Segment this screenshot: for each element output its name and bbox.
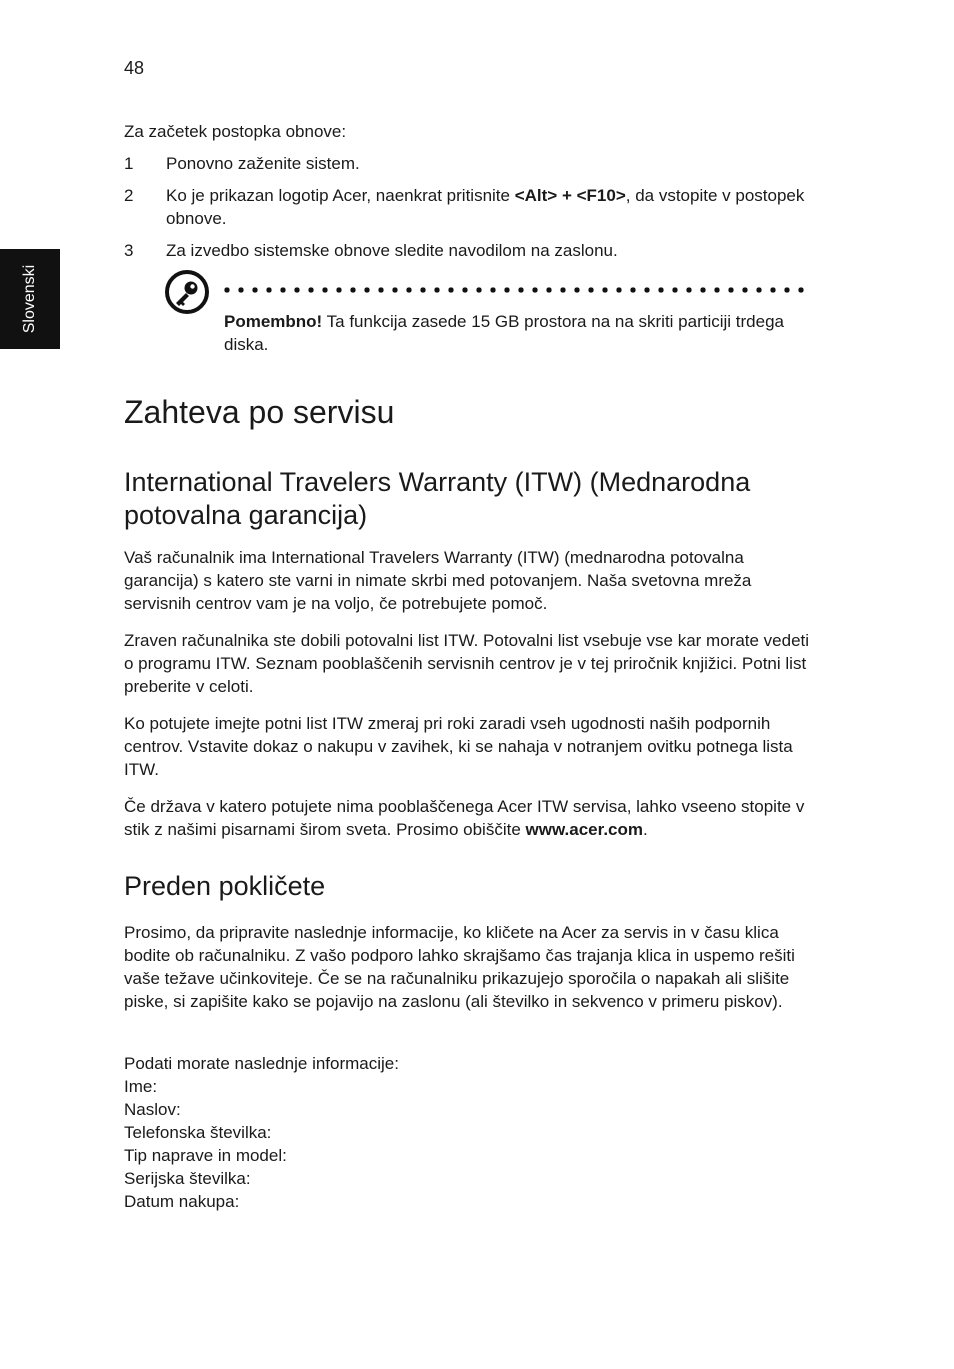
required-info-list — [124, 1052, 399, 1213]
paragraph-text: Če država v katero potujete nima pooblaščenega Acer ITW servisa, lahko vseeno stopite v stik z našimi pisarnami širom sveta. Prosimo obiščite — [124, 797, 805, 839]
note-text — [224, 310, 804, 356]
step-text-part: Ko je prikazan logotip Acer, naenkrat pritisnite — [166, 186, 515, 205]
list-item: Tip naprave in model: — [124, 1146, 287, 1165]
list-intro: Podati morate naslednje informacije: — [124, 1054, 399, 1073]
step-1 — [124, 152, 814, 175]
step-text: Za izvedbo sistemske obnove sledite navodilom na zaslonu. — [166, 241, 618, 260]
note-body: Ta funkcija zasede 15 GB prostora na na skriti particiji trdega diska. — [224, 312, 784, 354]
step-number: 3 — [124, 241, 134, 260]
list-item: Ime: — [124, 1077, 158, 1096]
language-side-tab — [0, 249, 60, 349]
paragraph: Ko potujete imejte potni list ITW zmeraj pri roki zaradi vseh ugodnosti naših podpornih centrov. Vstavite dokaz o nakupu v zavihek, ki se nahaja v notranjem ovitku potnega lista ITW. — [124, 714, 793, 779]
step-text — [166, 184, 806, 230]
step-number: 1 — [124, 154, 134, 173]
list-item: Datum nakupa: — [124, 1192, 240, 1211]
paragraph: Vaš računalnik ima International Travelers Warranty (ITW) (mednarodna potovalna garancija) s katero ste varni in nimate skrbi med potovanjem. Naša svetovna mreža servisnih centrov vam je na voljo, če potrebujete pomoč. — [124, 548, 752, 613]
important-key-icon — [164, 269, 210, 315]
list-item: Telefonska številka: — [124, 1123, 272, 1142]
step-2 — [124, 184, 814, 230]
step-text: Ponovno zaženite sistem. — [166, 154, 360, 173]
section-heading-itw: International Travelers Warranty (ITW) (Mednarodna potovalna garancija) — [124, 467, 751, 530]
page-title: Zahteva po servisu — [124, 394, 395, 430]
section-heading-before-calling: Preden pokličete — [124, 871, 326, 901]
paragraph — [124, 795, 814, 841]
paragraph: Zraven računalnika ste dobili potovalni list ITW. Potovalni list vsebuje vse kar morate vedeti o programu ITW. Seznam pooblaščenih servisnih centrov je v tej priročnik knjižici. Potni list preberite v celoti. — [124, 631, 810, 696]
note-label: Pomembno! — [224, 312, 323, 331]
list-item: Naslov: — [124, 1100, 181, 1119]
note-divider — [220, 287, 808, 293]
step-text-part: , da vstopite v postopek obnove. — [166, 186, 805, 228]
paragraph-text: . — [643, 820, 648, 839]
list-item: Serijska številka: — [124, 1169, 251, 1188]
acer-website-link[interactable]: www.acer.com — [525, 820, 643, 839]
intro-text: Za začetek postopka obnove: — [124, 122, 347, 141]
step-3 — [124, 239, 814, 262]
language-side-tab-label: Slovenski — [21, 264, 38, 334]
paragraph: Prosimo, da pripravite naslednje informacije, ko kličete na Acer za servis in v času klica bodite ob računalniku. Z vašo podporo lahko skrajšamo čas trajanja klica in uspemo rešiti vaše težave učinkoviteje. Če se na računalniku prikazujejo sporočila o napakah ali slišite piske, si zapišite kako se pojavijo na zaslonu (ali številko in sekvenco v primeru piskov). — [124, 923, 795, 1011]
key-combo: <Alt> + <F10> — [514, 186, 626, 205]
step-number: 2 — [124, 186, 134, 205]
page-number: 48 — [124, 58, 145, 78]
